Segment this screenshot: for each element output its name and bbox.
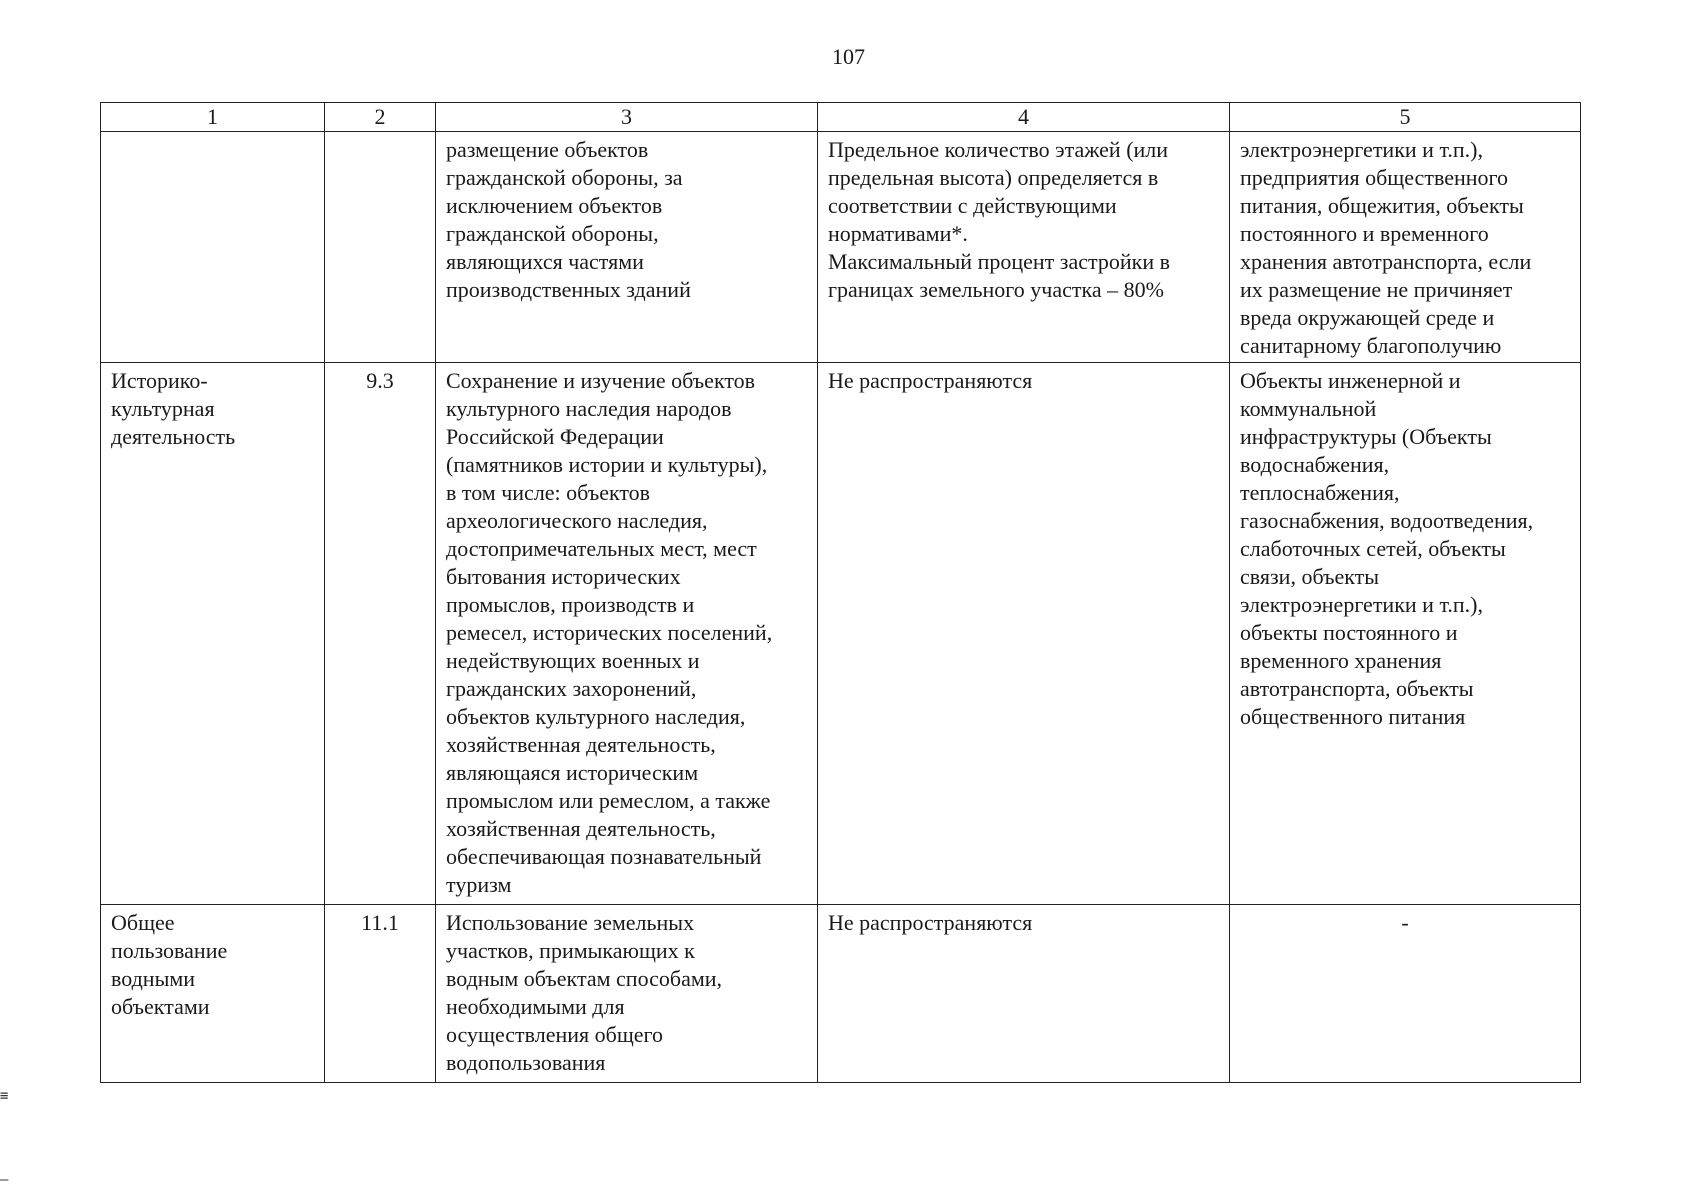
header-col-3: 3 bbox=[436, 103, 818, 132]
text-line: нормативами*. bbox=[828, 221, 968, 246]
parameters-cell bbox=[818, 132, 1230, 363]
text-line: обеспечивающая познавательный bbox=[446, 844, 762, 869]
text-line: Максимальный процент застройки в bbox=[828, 249, 1170, 274]
text-line: временного хранения bbox=[1240, 648, 1442, 673]
text-line: питания, общежития, объекты bbox=[1240, 193, 1524, 218]
text-line: гражданской обороны, bbox=[446, 221, 659, 246]
text-line: границах земельного участка – 80% bbox=[828, 277, 1164, 302]
code-cell: 9.3 bbox=[325, 363, 436, 905]
text-line: туризм bbox=[446, 872, 512, 897]
text-line: пользование bbox=[111, 938, 228, 963]
zoning-table bbox=[100, 102, 1581, 1083]
text-line: достопримечательных мест, мест bbox=[446, 536, 757, 561]
text-line: Не распространяются bbox=[828, 368, 1033, 393]
text-line: электроэнергетики и т.п.), bbox=[1240, 137, 1483, 162]
margin-mark: – bbox=[0, 1172, 9, 1188]
text-line: ремесел, исторических поселений, bbox=[446, 620, 773, 645]
text-line: постоянного и временного bbox=[1240, 221, 1489, 246]
text-line: водоснабжения, bbox=[1240, 452, 1390, 477]
page-number: 107 bbox=[832, 44, 865, 69]
table-row bbox=[101, 905, 1581, 1083]
text-line: водным объектам способами, bbox=[446, 966, 723, 991]
text-line: бытования исторических bbox=[446, 564, 681, 589]
text-line: промыслом или ремеслом, а также bbox=[446, 788, 771, 813]
text-line: (памятников истории и культуры), bbox=[446, 452, 768, 477]
header-row bbox=[101, 103, 1581, 132]
text-line: деятельность bbox=[111, 424, 236, 449]
text-line: недействующих военных и bbox=[446, 648, 700, 673]
text-line: электроэнергетики и т.п.), bbox=[1240, 592, 1483, 617]
text-line: хозяйственная деятельность, bbox=[446, 816, 716, 841]
text-line: осуществления общего bbox=[446, 1022, 664, 1047]
text-line: теплоснабжения, bbox=[1240, 480, 1400, 505]
text-line: санитарному благополучию bbox=[1240, 333, 1502, 358]
text-line: гражданской обороны, за bbox=[446, 165, 683, 190]
description-cell bbox=[436, 363, 818, 905]
text-line: Не распространяются bbox=[828, 910, 1033, 935]
text-line: водными bbox=[111, 966, 196, 991]
text-line: газоснабжения, водоотведения, bbox=[1240, 508, 1534, 533]
parameters-cell bbox=[818, 363, 1230, 905]
text-line: предприятия общественного bbox=[1240, 165, 1508, 190]
margin-mark: ≡ bbox=[0, 1088, 9, 1104]
text-line: автотранспорта, объекты bbox=[1240, 676, 1474, 701]
header-col-1: 1 bbox=[101, 103, 325, 132]
text-line: объекты постоянного и bbox=[1240, 620, 1458, 645]
table-row bbox=[101, 363, 1581, 905]
text-line: культурного наследия народов bbox=[446, 396, 732, 421]
text-line: хозяйственная деятельность, bbox=[446, 732, 716, 757]
text-line: вреда окружающей среде и bbox=[1240, 305, 1495, 330]
parameters-cell bbox=[818, 905, 1230, 1083]
text-line: Использование земельных bbox=[446, 910, 695, 935]
text-line: соответствии с действующими bbox=[828, 193, 1117, 218]
description-cell bbox=[436, 132, 818, 363]
table-row bbox=[101, 132, 1581, 363]
auxiliary-uses-cell bbox=[1230, 363, 1581, 905]
code-cell bbox=[325, 132, 436, 363]
description-cell bbox=[436, 905, 818, 1083]
auxiliary-uses-cell: - bbox=[1230, 905, 1581, 1083]
text-line: коммунальной bbox=[1240, 396, 1377, 421]
text-line: производственных зданий bbox=[446, 277, 691, 302]
text-line: предельная высота) определяется в bbox=[828, 165, 1159, 190]
text-line: Предельное количество этажей (или bbox=[828, 137, 1169, 162]
text-line: Объекты инженерной и bbox=[1240, 368, 1461, 393]
text-line: связи, объекты bbox=[1240, 564, 1380, 589]
text-line: Историко- bbox=[111, 368, 208, 393]
text-line: культурная bbox=[111, 396, 215, 421]
text-line: слаботочных сетей, объекты bbox=[1240, 536, 1506, 561]
land-use-name-cell bbox=[101, 132, 325, 363]
text-line: в том числе: объектов bbox=[446, 480, 651, 505]
text-line: исключением объектов bbox=[446, 193, 663, 218]
text-line: участков, примыкающих к bbox=[446, 938, 695, 963]
header-col-5: 5 bbox=[1230, 103, 1581, 132]
text-line: необходимыми для bbox=[446, 994, 625, 1019]
land-use-name-cell bbox=[101, 363, 325, 905]
text-line: археологического наследия, bbox=[446, 508, 708, 533]
text-line: Общее bbox=[111, 910, 175, 935]
text-line: гражданских захоронений, bbox=[446, 676, 697, 701]
auxiliary-uses-cell bbox=[1230, 132, 1581, 363]
text-line: объектов культурного наследия, bbox=[446, 704, 746, 729]
text-line: водопользования bbox=[446, 1050, 606, 1075]
text-line: размещение объектов bbox=[446, 137, 649, 162]
text-line: являющихся частями bbox=[446, 249, 644, 274]
code-cell: 11.1 bbox=[325, 905, 436, 1083]
text-line: объектами bbox=[111, 994, 210, 1019]
land-use-name-cell bbox=[101, 905, 325, 1083]
text-line: являющаяся историческим bbox=[446, 760, 699, 785]
text-line: общественного питания bbox=[1240, 704, 1466, 729]
text-line: их размещение не причиняет bbox=[1240, 277, 1513, 302]
header-col-4: 4 bbox=[818, 103, 1230, 132]
text-line: Российской Федерации bbox=[446, 424, 664, 449]
header-col-2: 2 bbox=[325, 103, 436, 132]
text-line: хранения автотранспорта, если bbox=[1240, 249, 1532, 274]
text-line: инфраструктуры (Объекты bbox=[1240, 424, 1492, 449]
text-line: промыслов, производств и bbox=[446, 592, 695, 617]
text-line: Сохранение и изучение объектов bbox=[446, 368, 756, 393]
